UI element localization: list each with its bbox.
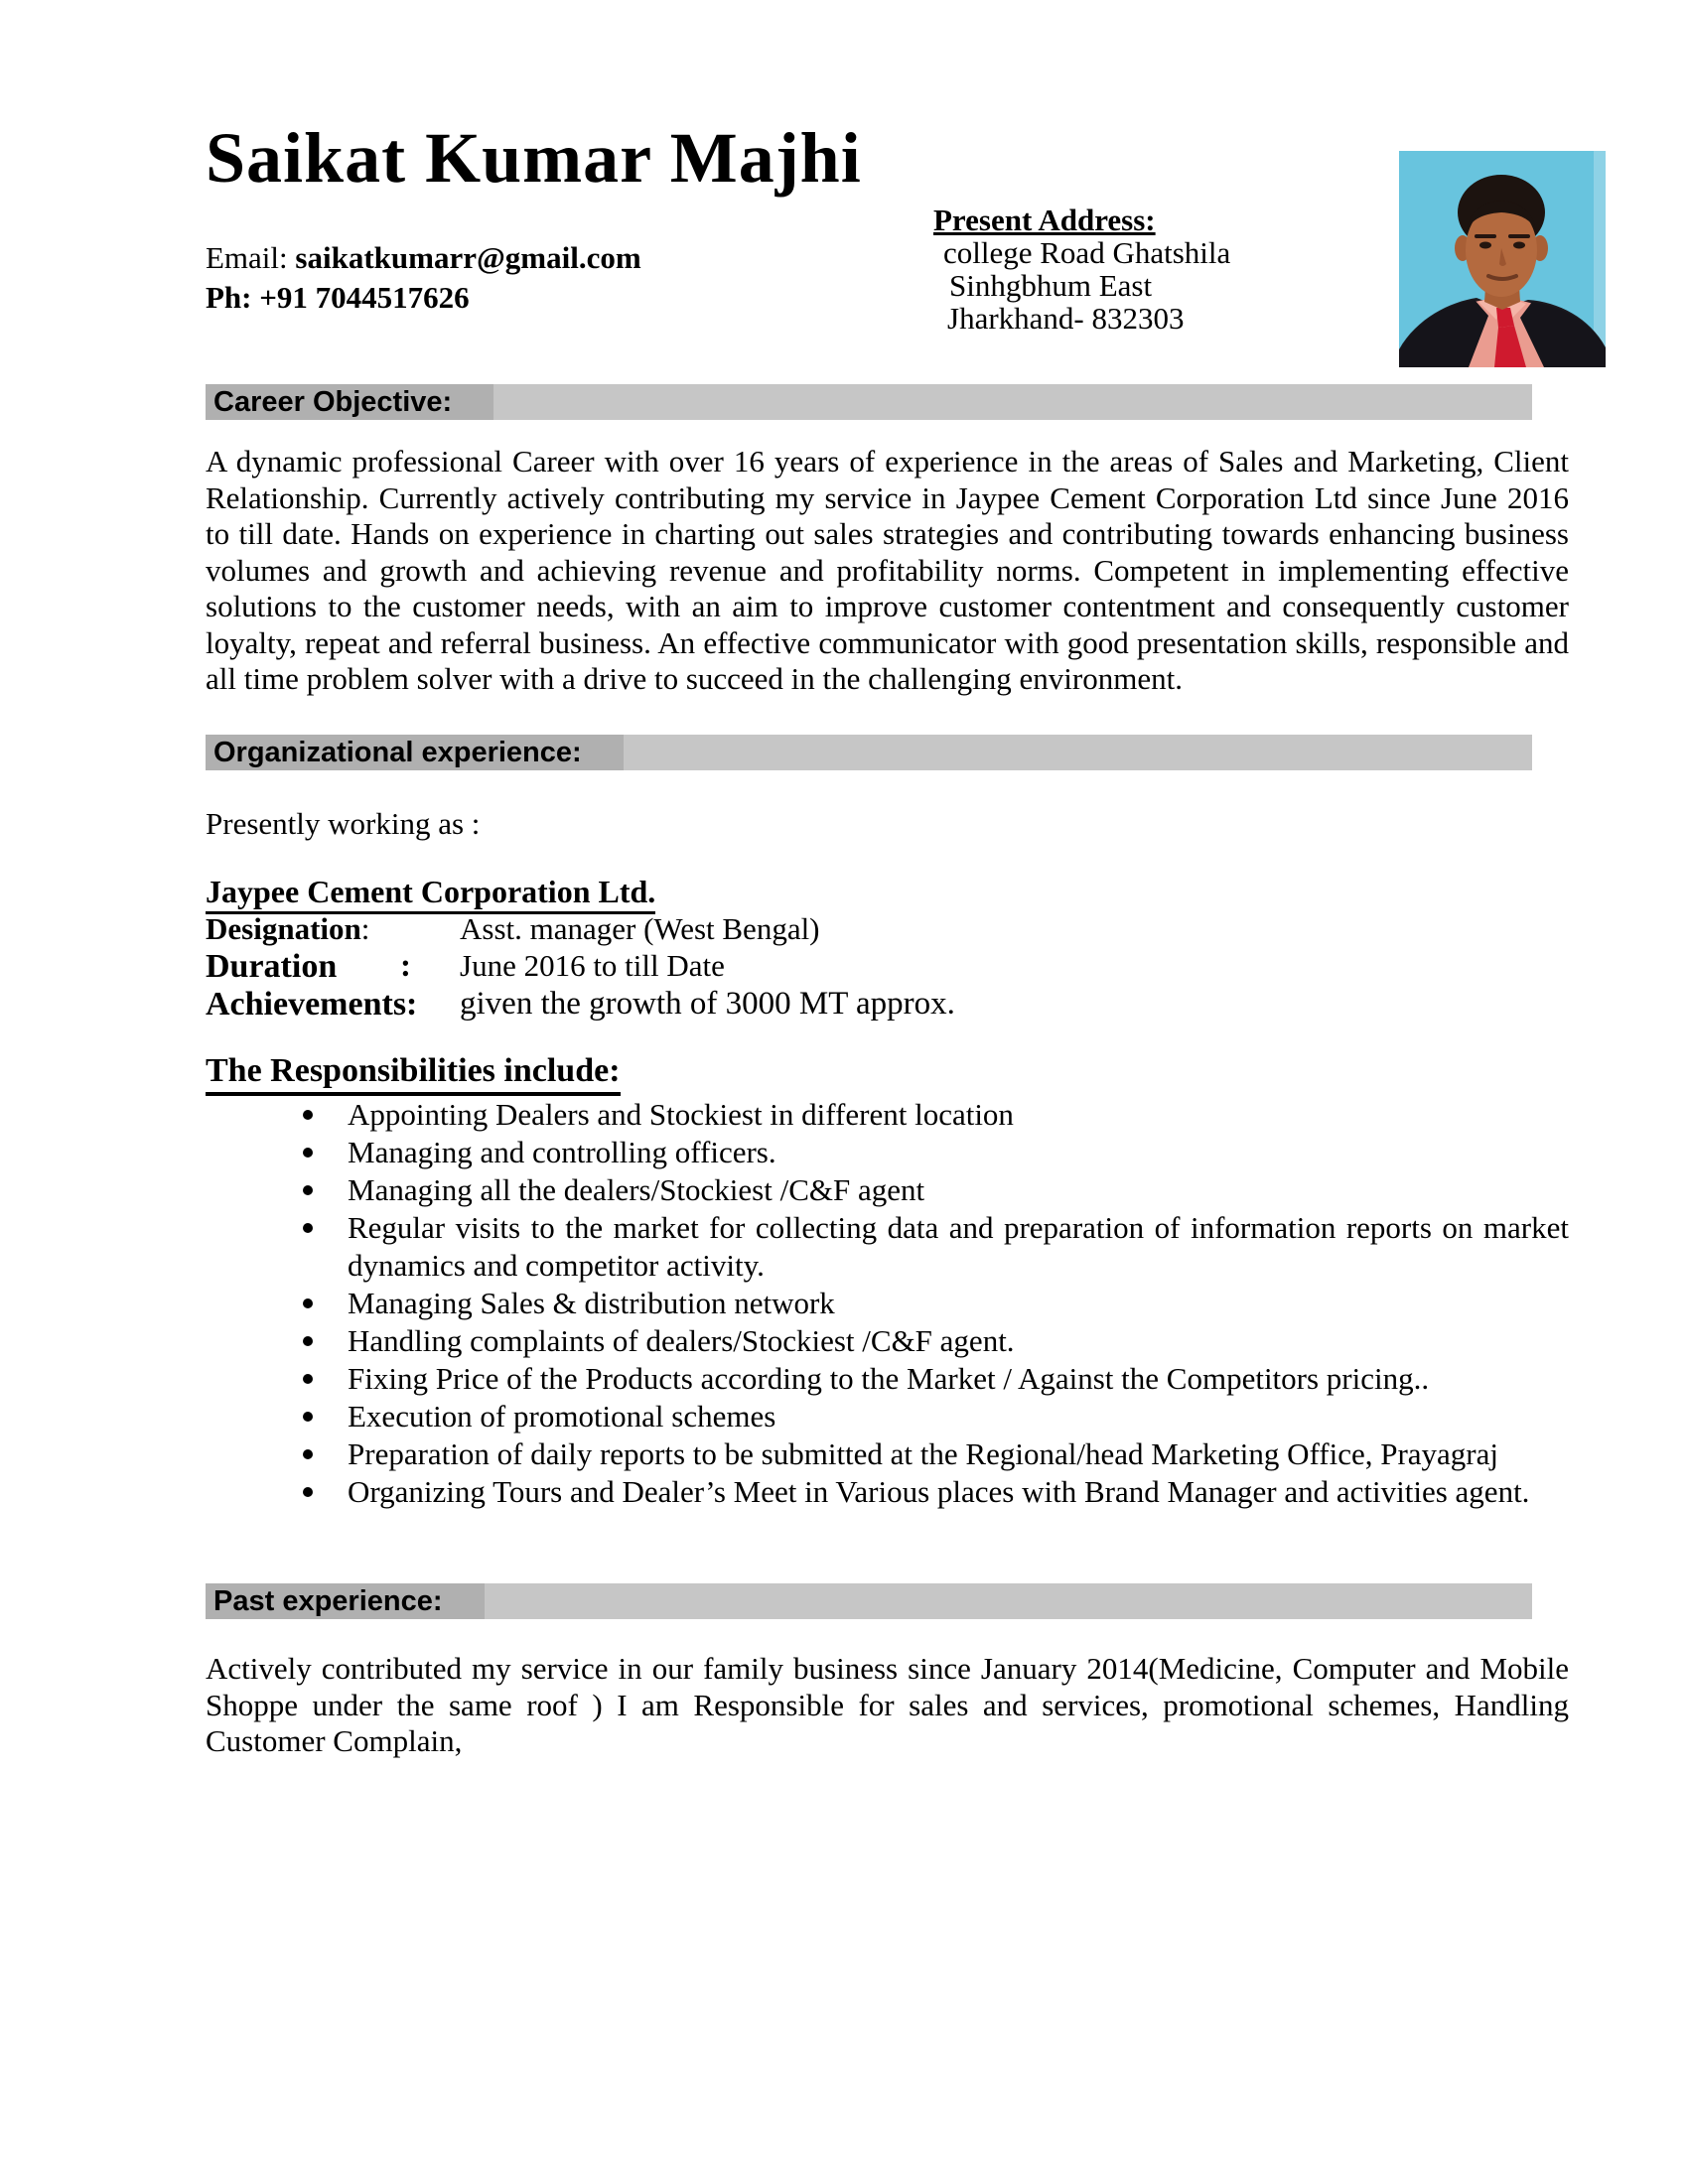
designation-colon: : <box>360 911 370 946</box>
responsibility-item: Preparation of daily reports to be submitted at the Regional/head Marketing Office, Prayagraj <box>206 1435 1569 1473</box>
address-line: Sinhgbhum East <box>949 268 1153 303</box>
responsibility-item: Fixing Price of the Products according to the Market / Against the Competitors pricing.. <box>206 1360 1569 1398</box>
responsibility-item: Execution of promotional schemes <box>206 1398 1569 1435</box>
section-header-label: Past experience: <box>206 1583 485 1619</box>
address-line: Jharkhand- 832303 <box>947 301 1185 336</box>
applicant-photo <box>1399 151 1606 367</box>
applicant-photo-image <box>1399 151 1606 367</box>
responsibility-item: Managing Sales & distribution network <box>206 1285 1569 1322</box>
phone-line: Ph: +91 7044517626 <box>206 280 470 315</box>
responsibility-item: Appointing Dealers and Stockiest in different location <box>206 1096 1569 1134</box>
designation-label: Designation <box>206 911 361 946</box>
duration-label: Duration <box>206 948 338 985</box>
duration-row <box>206 948 1569 986</box>
achievements-value: given the growth of 3000 MT approx. <box>460 986 955 1022</box>
responsibility-item: Managing all the dealers/Stockiest /C&F agent <box>206 1171 1569 1209</box>
employment-details <box>206 911 1569 1025</box>
applicant-name: Saikat Kumar Majhi <box>206 118 862 198</box>
present-address-heading: Present Address: <box>933 203 1156 237</box>
designation-row <box>206 911 1569 948</box>
duration-colon: : <box>400 948 411 984</box>
designation-value: Asst. manager (West Bengal) <box>460 911 820 946</box>
section-header-past-experience <box>206 1583 1532 1619</box>
past-experience-text: Actively contributed my service in our family business since January 2014(Medicine, Computer and Mobile Shoppe under the same roof ) I am Responsible for sales and services, promotional schemes, Handling Customer Complain, <box>206 1651 1569 1758</box>
contact-block <box>206 238 641 318</box>
responsibility-item: Managing and controlling officers. <box>206 1134 1569 1171</box>
responsibilities-heading: The Responsibilities include: <box>206 1052 621 1096</box>
company-name: Jaypee Cement Corporation Ltd. <box>206 874 655 914</box>
responsibility-item: Handling complaints of dealers/Stockiest /C&F agent. <box>206 1322 1569 1360</box>
achievements-row <box>206 986 1569 1025</box>
responsibility-item: Regular visits to the market for collecting data and preparation of information reports on market dynamics and competitor activity. <box>206 1209 1569 1285</box>
duration-value: June 2016 to till Date <box>460 948 725 983</box>
section-header-label: Organizational experience: <box>206 735 624 770</box>
address-line: college Road Ghatshila <box>943 235 1231 270</box>
present-address-block <box>933 204 1230 335</box>
career-objective-text: A dynamic professional Career with over 16 years of experience in the areas of Sales and Marketing, Client Relationship. Currently actively contributing my service in Jaypee Cement Corporation Ltd since June 2016 to till date. Hands on experience in charting out sales strategies and contributing towards enhancing business volumes and growth and achieving revenue and profitability norms. Competent in implementing effective solutions to the customer needs, with an aim to improve customer contentment and consequently customer loyalty, repeat and referral business. An effective communicator with good presentation skills, responsible and all time problem solver with a drive to succeed in the challenging environment. <box>206 444 1569 696</box>
section-header-career-objective <box>206 384 1532 420</box>
section-header-label: Career Objective: <box>206 384 493 420</box>
email-value: saikatkumarr@gmail.com <box>295 240 641 275</box>
responsibility-item: Organizing Tours and Dealer’s Meet in Various places with Brand Manager and activities agent. <box>206 1473 1569 1511</box>
section-header-organizational-experience <box>206 735 1532 770</box>
email-line <box>206 238 641 278</box>
email-label: Email: <box>206 240 296 275</box>
achievements-label: Achievements: <box>206 986 418 1023</box>
responsibilities-list <box>206 1096 1569 1511</box>
presently-working-line: Presently working as : <box>206 806 481 841</box>
